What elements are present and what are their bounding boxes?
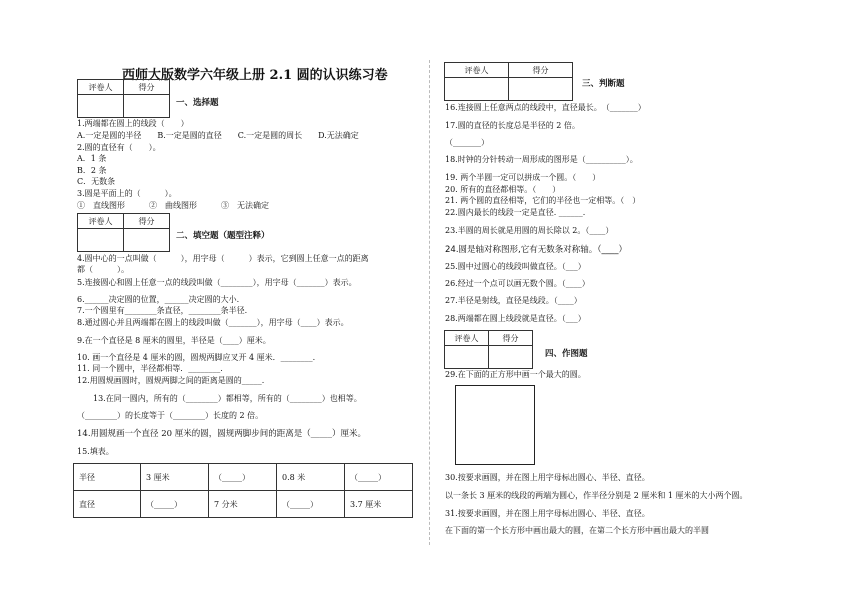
question-9: 9.在一个直径是 8 厘米的圆里，半径是（____）厘米。 (77, 336, 271, 345)
score-label: 得分 (509, 63, 573, 78)
question-21: 21. 两个圆的直径相等，它们的半径也一定相等。（ ） (445, 196, 641, 205)
question-28: 28.两端都在圆上线段就是直径。（___） (445, 314, 586, 323)
grader-cell[interactable] (78, 95, 124, 118)
table-cell: 3 厘米 (141, 464, 209, 491)
table-row (74, 464, 413, 491)
grader-label: 评卷人 (445, 331, 489, 346)
question-24: 24.圆是轴对称图形,它有无数条对称轴。（____） (445, 245, 627, 255)
grader-cell[interactable] (445, 346, 489, 369)
table-cell: 直径 (74, 491, 141, 518)
question-19: 19. 两个半圆一定可以拼成一个圆。（ ） (445, 173, 601, 182)
grader-table-2 (77, 213, 170, 252)
question-17-answer: （_______） (445, 138, 489, 147)
question-1-options: A.一定是圆的半径 B.一定是圆的直径 C.一定是圆的周长 D.无法确定 (77, 131, 359, 140)
fill-table (73, 463, 413, 518)
question-29: 29.在下面的正方形中画一个最大的圆。 (445, 370, 586, 379)
question-2-option-a: A．1 条 (77, 154, 107, 163)
question-12: 12.用圆规画圆时，圆规两脚之间的距离是圆的_____. (77, 376, 265, 385)
question-3: 3.圆是平面上的（ ）。 (77, 189, 177, 198)
question-3-options: ① 直线图形 ② 曲线图形 ③ 无法确定 (77, 201, 269, 210)
score-cell[interactable] (509, 78, 573, 101)
section-heading: 一、选择题 (176, 98, 219, 108)
table-row (74, 491, 413, 518)
question-8: 8.通过圆心并且两端都在圆上的线段叫做（_______），用字母（____）表示。 (77, 318, 349, 327)
table-cell[interactable]: （_____） (277, 491, 345, 518)
grader-cell[interactable] (78, 229, 124, 252)
section-heading: 二、填空题（题型注释） (176, 231, 270, 241)
question-1: 1.两端都在圆上的线段（ ） (77, 119, 189, 128)
question-15: 15.填表。 (77, 447, 114, 456)
question-25: 25.圆中过圆心的线段叫做直径。（___） (445, 262, 586, 271)
table-cell[interactable]: （_____） (345, 464, 413, 491)
question-13-cont: （________）的长度等于（________）长度的 2 倍。 (77, 411, 264, 420)
question-22: 22.圆内最长的线段一定是直径. ______. (445, 208, 586, 217)
question-2-option-c: C．无数条 (77, 177, 116, 186)
grader-cell[interactable] (445, 78, 509, 101)
section-heading: 四、作图题 (545, 349, 588, 359)
question-17: 17.圆的直径的长度总是半径的 2 倍。 (445, 121, 580, 130)
question-27: 27.半径是射线，直径是线段。（____） (445, 296, 582, 305)
question-14: 14.用圆规画一个直径 20 厘米的圆，圆规两脚步间的距离是（_____）厘米。 (77, 429, 366, 439)
question-23: 23.半圆的周长就是用圆的周长除以 2。（____） (445, 226, 614, 235)
question-10: 10. 画一个直径是 4 厘米的圆，圆规两脚应叉开 4 厘米．________. (77, 353, 316, 362)
question-31: 31.按要求画圆，并在图上用字母标出圆心、半径、直径。 (445, 509, 650, 518)
table-cell: 半径 (74, 464, 141, 491)
question-13: 13.在同一圆内，所有的（________）都相等，所有的（________）也相等。 (93, 394, 362, 403)
score-label: 得分 (124, 80, 170, 95)
table-cell[interactable]: （_____） (209, 464, 277, 491)
question-18: 18.时钟的分针转动一周形成的图形是（__________）。 (445, 155, 638, 164)
table-cell[interactable]: （_____） (141, 491, 209, 518)
table-cell: 0.8 米 (277, 464, 345, 491)
column-divider (429, 60, 430, 545)
question-4: 4.圆中心的一点叫做（ ），用字母（ ）表示，它到圆上任意一点的距离 (77, 254, 369, 263)
score-cell[interactable] (489, 346, 533, 369)
grader-table-4 (444, 330, 533, 369)
question-5: 5.连接圆心和圆上任意一点的线段叫做（________），用字母（_______）表示。 (77, 278, 357, 287)
grader-table-1 (77, 79, 170, 118)
table-cell: 7 分米 (209, 491, 277, 518)
page-title: 西师大版数学六年级上册 2.1 圆的认识练习卷 (122, 68, 388, 83)
section-heading: 三、判断题 (582, 79, 625, 89)
question-30-instruction: 以一条长 3 厘米的线段的两端为圆心，作半径分别是 2 厘米和 1 厘米的大小两个圆。 (445, 491, 748, 500)
table-cell: 3.7 厘米 (345, 491, 413, 518)
question-4-cont: 都（ ）。 (77, 265, 129, 274)
question-31-instruction: 在下面的第一个长方形中画出最大的圆，在第二个长方形中画出最大的半圆 (445, 526, 709, 535)
question-11: 11. 同一个圆中，半径都相等．________. (77, 364, 223, 373)
grader-label: 评卷人 (78, 214, 124, 229)
question-26: 26.经过一个点可以画无数个圆。（____） (445, 279, 590, 288)
grader-label: 评卷人 (78, 80, 124, 95)
question-7: 7.一个圆里有________条直径，________条半径. (77, 306, 248, 315)
question-2: 2.圆的直径有（ ）。 (77, 143, 161, 152)
question-2-option-b: B．2 条 (77, 166, 107, 175)
question-30: 30.按要求画圆，并在图上用字母标出圆心、半径、直径。 (445, 473, 650, 482)
score-cell[interactable] (124, 229, 170, 252)
question-20: 20. 所有的直径都相等。（ ） (445, 185, 561, 194)
question-6: 6.______决定圆的位置，______决定圆的大小. (77, 295, 240, 304)
score-label: 得分 (124, 214, 170, 229)
grader-label: 评卷人 (445, 63, 509, 78)
question-16: 16.连接圆上任意两点的线段中，直径最长。 （_______） (445, 103, 646, 112)
grader-table-3 (444, 62, 573, 101)
score-label: 得分 (489, 331, 533, 346)
drawing-square[interactable] (455, 385, 535, 465)
score-cell[interactable] (124, 95, 170, 118)
